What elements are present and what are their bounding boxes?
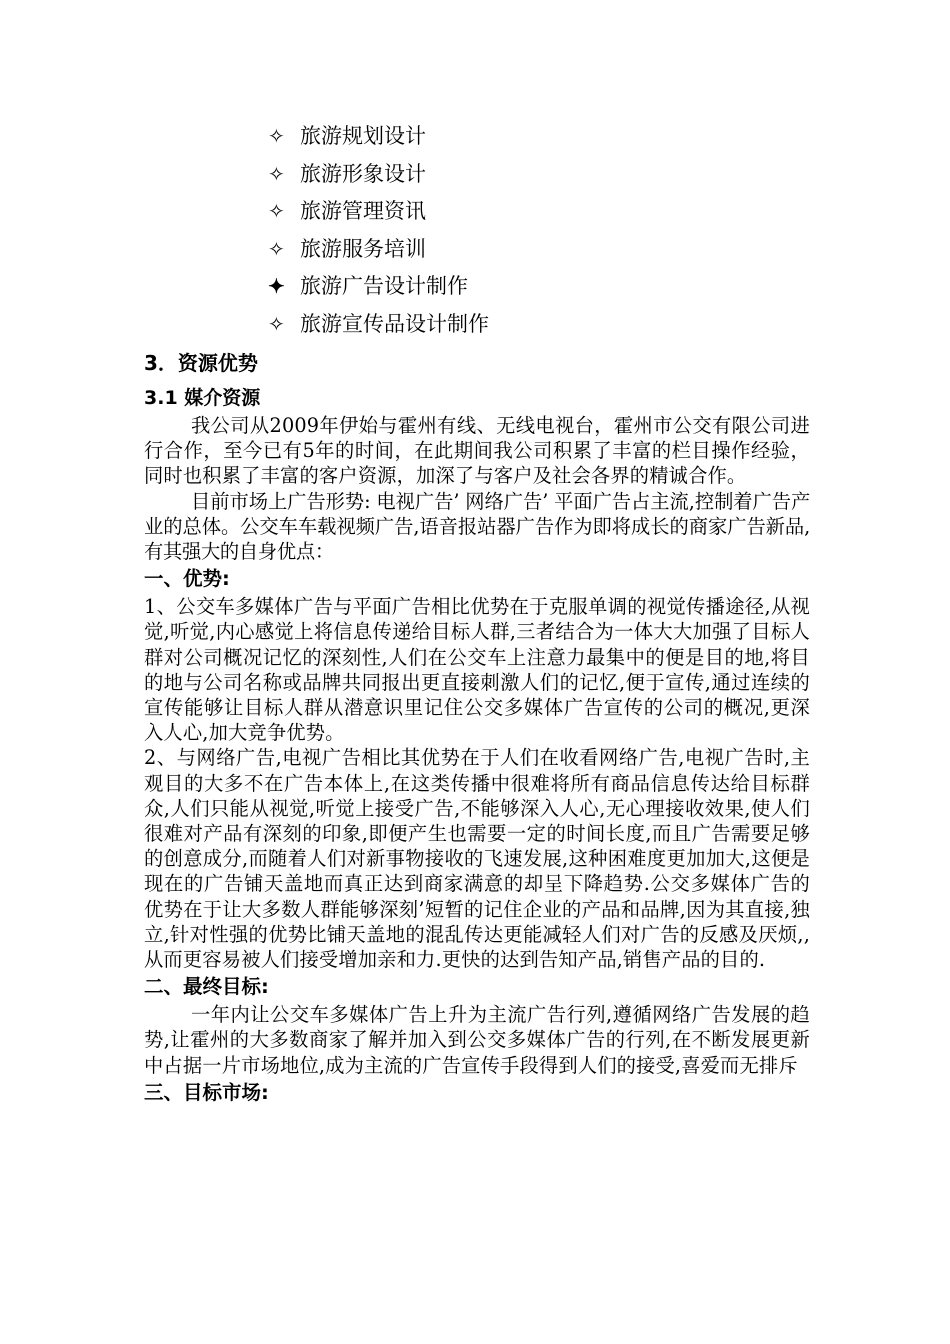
paragraph-market-situation: 目前市场上广告形势: 电视广告’ 网络广告’ 平面广告占主流,控制着广告产业的总体。公交车车载视频广告,语音报站器广告作为即将成长的商家广告新品,有其强大的自身优点：: [144, 489, 810, 564]
diamond-star-icon: ✧: [268, 199, 285, 224]
diamond-star-icon: ✧: [268, 236, 285, 261]
bullet-text: 旅游管理资讯: [300, 199, 426, 224]
service-bullet-list: [268, 118, 768, 344]
bullet-item: [268, 306, 768, 344]
bullet-text: 旅游规划设计: [300, 124, 426, 148]
paragraph-media-resources: 我公司从2009年伊始与霍州有线、无线电视台，霍州市公交有限公司进行合作，至今已有5年的时间，在此期间我公司积累了丰富的栏目操作经验，同时也积累了丰富的客户资源，加深了与客户及社会各界的精诚合作。: [144, 414, 810, 488]
bullet-text: 旅游广告设计制作: [300, 274, 468, 299]
subsection-heading: 3.1 媒介资源: [144, 387, 261, 409]
bullet-item: [268, 231, 768, 269]
advantages-heading: 一、优势:: [144, 567, 230, 591]
bullet-text: 旅游形象设计: [300, 161, 426, 186]
bullet-item: [268, 193, 768, 231]
bullet-text: 旅游宣传品设计制作: [300, 311, 489, 336]
advantage-item-2: 2、与网络广告,电视广告相比其优势在于人们在收看网络广告,电视广告时,主观目的大多不在广告本体上,在这类传播中很难将所有商品信息传达给目标群众,人们只能从视觉,听觉上接受广告,不能够深入人心,无心理接收效果,使人们很难对产品有深刻的印象,即便产生也需要一定的时间长度,而且广告需要足够的创意成分,而随着人们对新事物接收的飞速发展,这种困难度更加加大,这便是现在的广告铺天盖地而真正达到商家满意的却呈下降趋势.公交多媒体广告的优势在于让大多数人群能够深刻’短暂的记住企业的产品和品牌,因为其直接,独立,针对性强的优势比铺天盖地的混乱传达更能减轻人们对广告的反感及厌烦,,从而更容易被人们接受增加亲和力.更快的达到告知产品,销售产品的目的.: [144, 746, 810, 972]
diamond-star-icon: ✧: [268, 311, 285, 336]
diamond-star-icon: ✦: [268, 274, 285, 299]
goal-heading: 二、最终目标:: [144, 975, 269, 999]
goal-paragraph: 一年内让公交车多媒体广告上升为主流广告行列,遵循网络广告发展的趋势,让霍州的大多数商家了解并加入到公交多媒体广告的行列,在不断发展更新中占据一片市场地位,成为主流的广告宣传手段得到人们的接受,喜爱而无排斥: [144, 1003, 810, 1077]
bullet-item: [268, 268, 768, 306]
bullet-item: [268, 118, 768, 156]
bullet-item: [268, 156, 768, 194]
section-heading: 3．资源优势: [144, 351, 258, 375]
advantage-item-1: 1、公交车多媒体广告与平面广告相比优势在于克服单调的视觉传播途径,从视觉,听觉,内心感觉上将信息传递给目标人群,三者结合为一体大大加强了目标人群对公司概况记忆的深刻性,人们在公交车上注意力最集中的便是目的地,将目的地与公司名称或品牌共同报出更直接刺激人们的记忆,便于宣传,通过连续的宣传能够让目标人群从潜意识里记住公交多媒体广告宣传的公司的概况,更深入人心,加大竞争优势。: [144, 595, 810, 745]
bullet-text: 旅游服务培训: [300, 236, 426, 261]
diamond-star-icon: ✧: [268, 161, 285, 186]
document-body: [144, 343, 810, 1108]
target-market-heading: 三、目标市场:: [144, 1080, 269, 1104]
diamond-star-icon: ✧: [268, 124, 285, 148]
